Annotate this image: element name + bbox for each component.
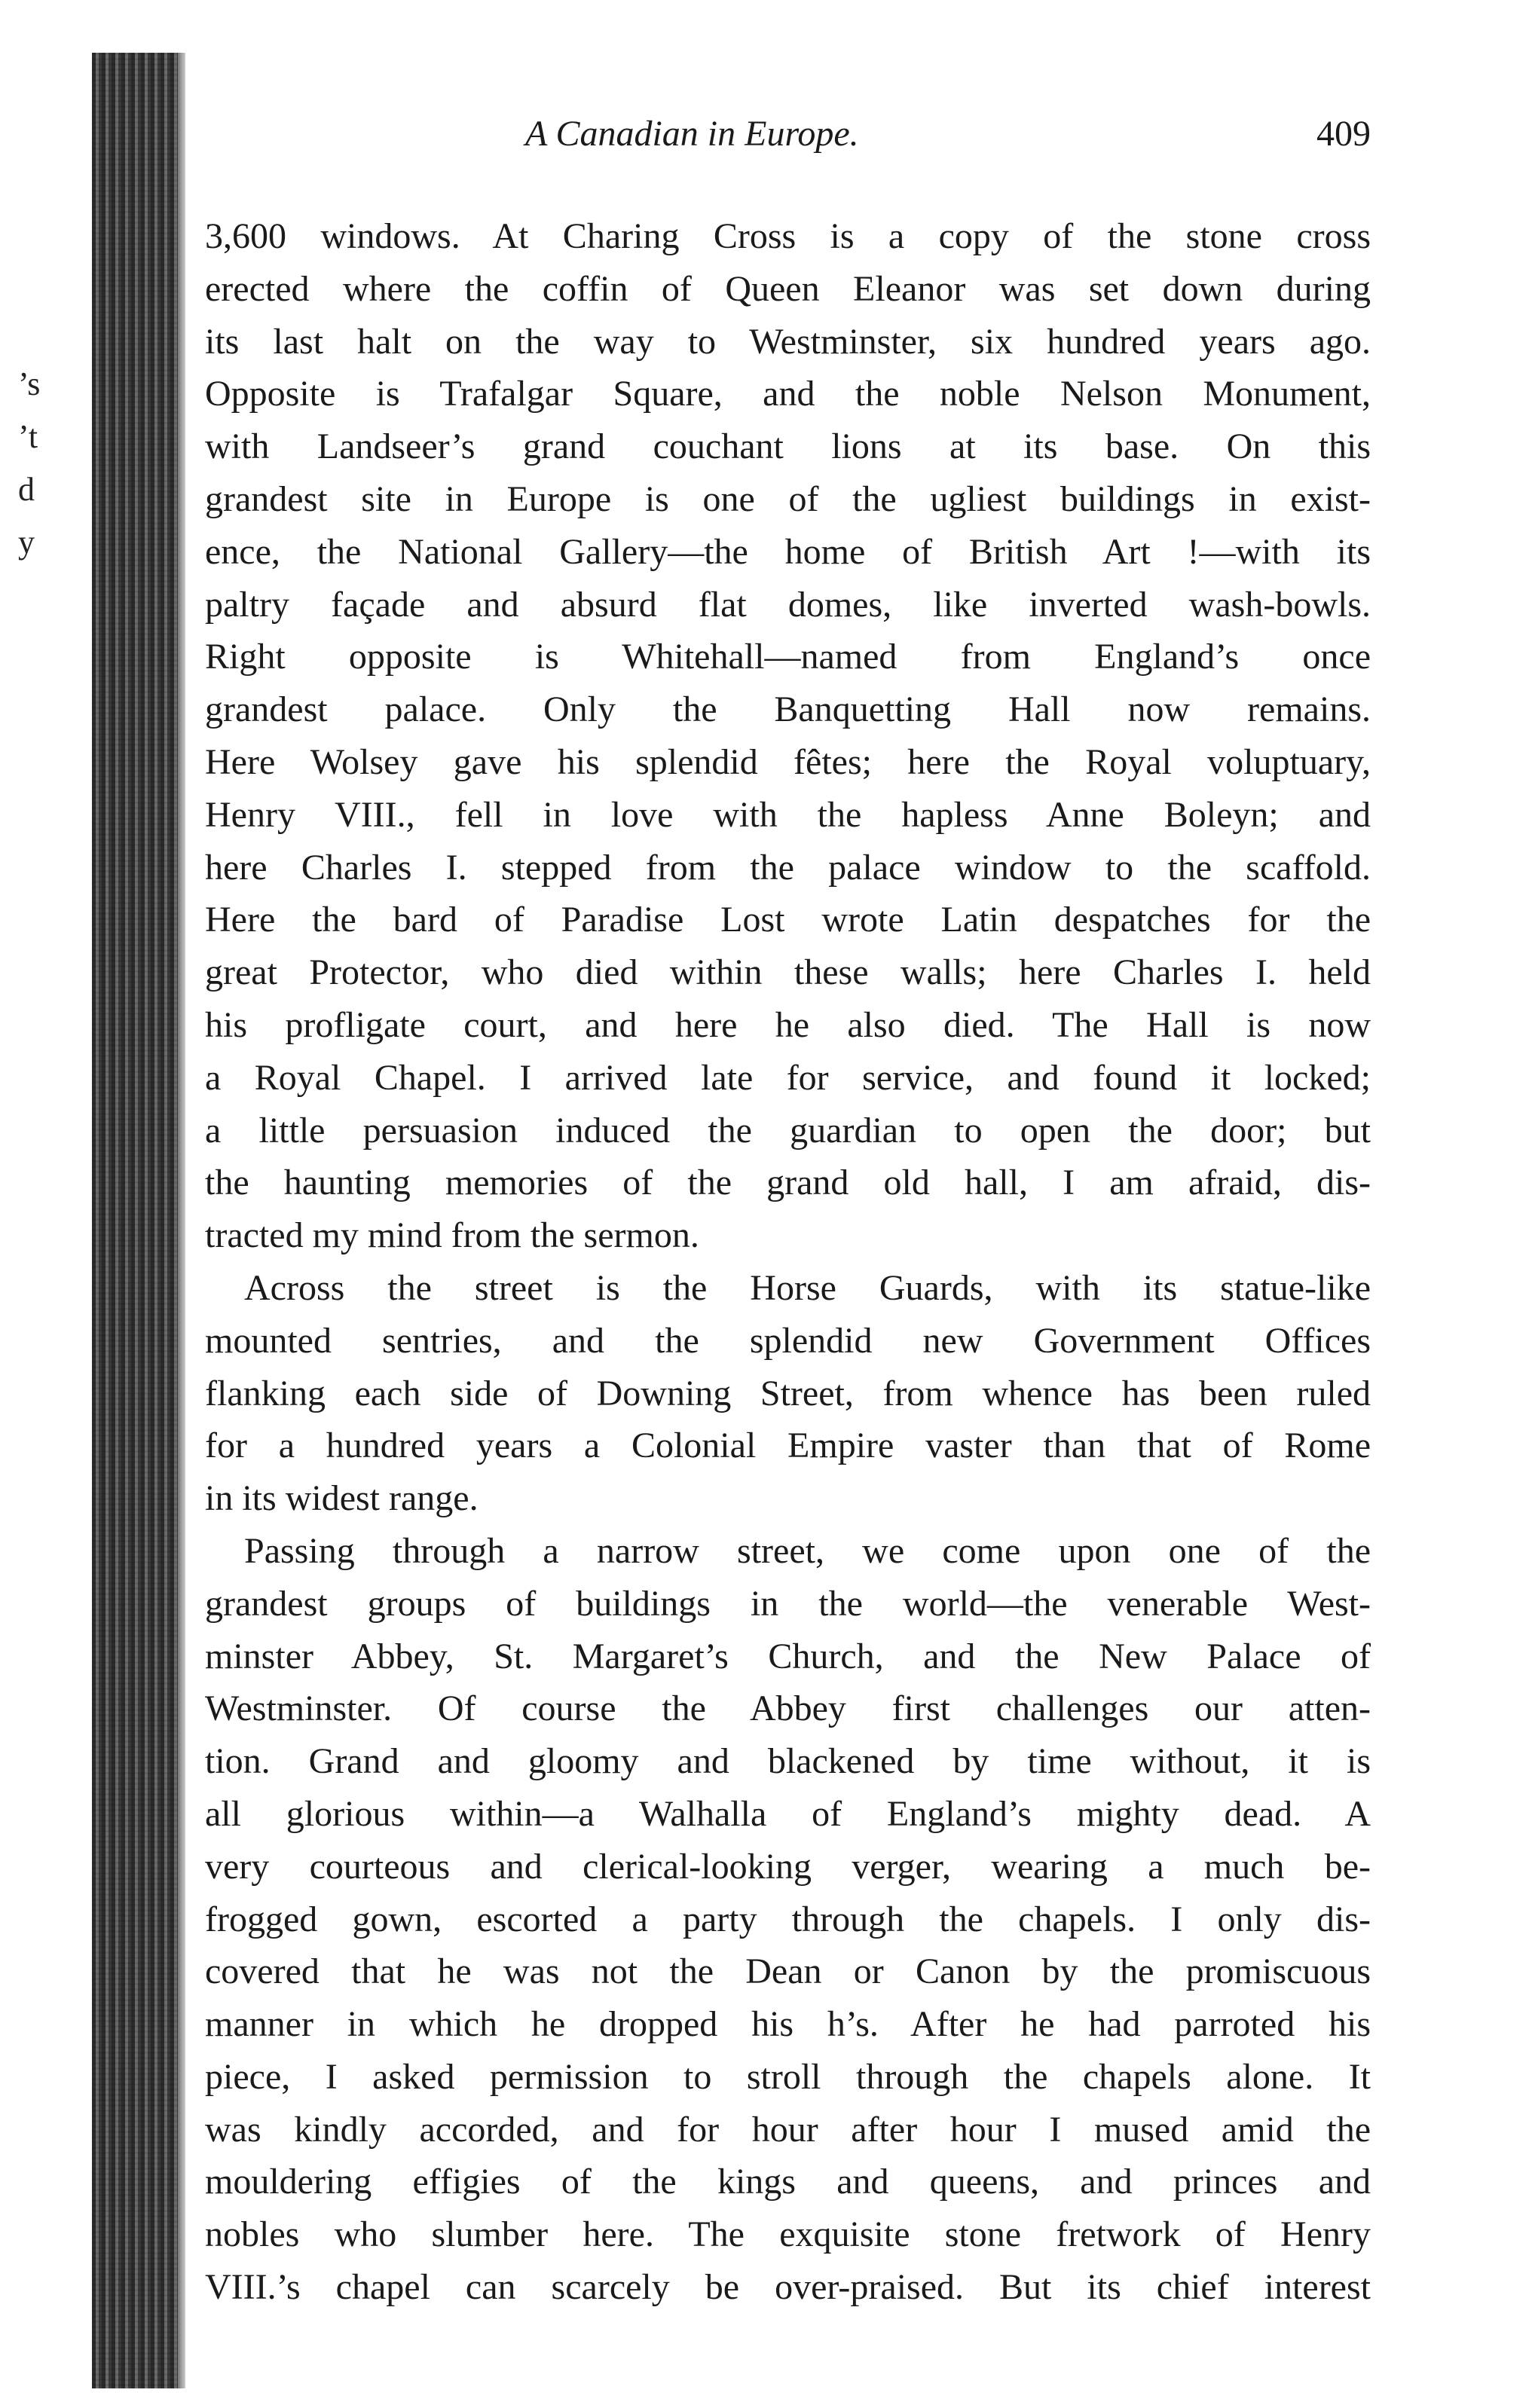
text-line: grandest site in Europe is one of the ugliest buildings in exist- [205, 478, 1371, 519]
text-line: grandest groups of buildings in the world—the venerable West- [205, 1583, 1371, 1624]
text-line: grandest palace. Only the Banquetting Hall now remains. [205, 689, 1371, 730]
margin-fragment: d [18, 471, 35, 508]
text-line: paltry façade and absurd flat domes, like inverted wash-bowls. [205, 584, 1371, 625]
paragraph [205, 210, 1371, 1262]
text-line: in its widest range. [205, 1478, 479, 1519]
text-line: erected where the coffin of Queen Eleanor was set down during [205, 268, 1371, 309]
text-line: 3,600 windows. At Charing Cross is a copy of the stone cross [205, 216, 1371, 256]
body-text [205, 210, 1371, 2314]
text-line: its last halt on the way to Westminster, six hundred years ago. [205, 321, 1371, 362]
text-line: minster Abbey, St. Margaret’s Church, and the New Palace of [205, 1636, 1371, 1676]
text-line: nobles who slumber here. The exquisite stone fretwork of Henry [205, 2214, 1371, 2255]
text-line: here Charles I. stepped from the palace window to the scaffold. [205, 847, 1371, 888]
text-line: all glorious within—a Walhalla of England’s mighty dead. A [205, 1793, 1371, 1834]
margin-fragment: y [18, 524, 35, 561]
text-line: Westminster. Of course the Abbey first challenges our atten- [205, 1688, 1371, 1729]
text-line: his profligate court, and here he also died. The Hall is now [205, 1004, 1371, 1045]
text-line: Here Wolsey gave his splendid fêtes; here the Royal voluptuary, [205, 741, 1371, 782]
paragraph [205, 1262, 1371, 1525]
text-line: great Protector, who died within these walls; here Charles I. held [205, 952, 1371, 993]
text-line: frogged gown, escorted a party through the chapels. I only dis- [205, 1899, 1371, 1939]
text-line: Right opposite is Whitehall—named from England’s once [205, 637, 1371, 677]
text-line: very courteous and clerical-looking verger, wearing a much be- [205, 1846, 1371, 1887]
text-line: mounted sentries, and the splendid new Government Offices [205, 1320, 1371, 1361]
text-line: Henry VIII., fell in love with the hapless Anne Boleyn; and [205, 794, 1371, 835]
text-line: a Royal Chapel. I arrived late for service, and found it locked; [205, 1057, 1371, 1098]
text-line: covered that he was not the Dean or Canon by the promiscuous [205, 1951, 1371, 1992]
text-line: Here the bard of Paradise Lost wrote Latin despatches for the [205, 900, 1371, 940]
text-line: for a hundred years a Colonial Empire vaster than that of Rome [205, 1426, 1371, 1466]
text-line: piece, I asked permission to stroll through the chapels alone. It [205, 2056, 1371, 2097]
margin-fragment: ’t [18, 418, 38, 455]
text-line: Across the street is the Horse Guards, with its statue-like [244, 1267, 1371, 1308]
text-line: was kindly accorded, and for hour after hour I mused amid the [205, 2109, 1371, 2150]
binding-gutter-shadow [92, 53, 181, 2388]
paragraph [205, 1525, 1371, 2314]
text-line: with Landseer’s grand couchant lions at its base. On this [205, 426, 1371, 467]
text-line: Opposite is Trafalgar Square, and the noble Nelson Monument, [205, 374, 1371, 414]
text-line: the haunting memories of the grand old hall, I am afraid, dis- [205, 1163, 1371, 1203]
text-line: manner in which he dropped his h’s. After he had parroted his [205, 2004, 1371, 2045]
page-number: 409 [1316, 114, 1371, 154]
text-line: flanking each side of Downing Street, from whence has been ruled [205, 1373, 1371, 1413]
running-title: A Canadian in Europe. [525, 114, 859, 154]
text-line: mouldering effigies of the kings and queens, and princes and [205, 2162, 1371, 2202]
margin-fragment: ’s [18, 365, 41, 402]
page-header [205, 113, 1371, 158]
text-line: ence, the National Gallery—the home of British Art !—with its [205, 531, 1371, 572]
text-line: a little persuasion induced the guardian to open the door; but [205, 1110, 1371, 1151]
text-line: tion. Grand and gloomy and blackened by time without, it is [205, 1741, 1371, 1782]
binding-gutter-edge [178, 53, 185, 2388]
text-line: VIII.’s chapel can scarcely be over-praised. But its chief interest [205, 2267, 1371, 2308]
text-line: Passing through a narrow street, we come upon one of the [244, 1530, 1371, 1571]
text-line: tracted my mind from the sermon. [205, 1215, 699, 1256]
